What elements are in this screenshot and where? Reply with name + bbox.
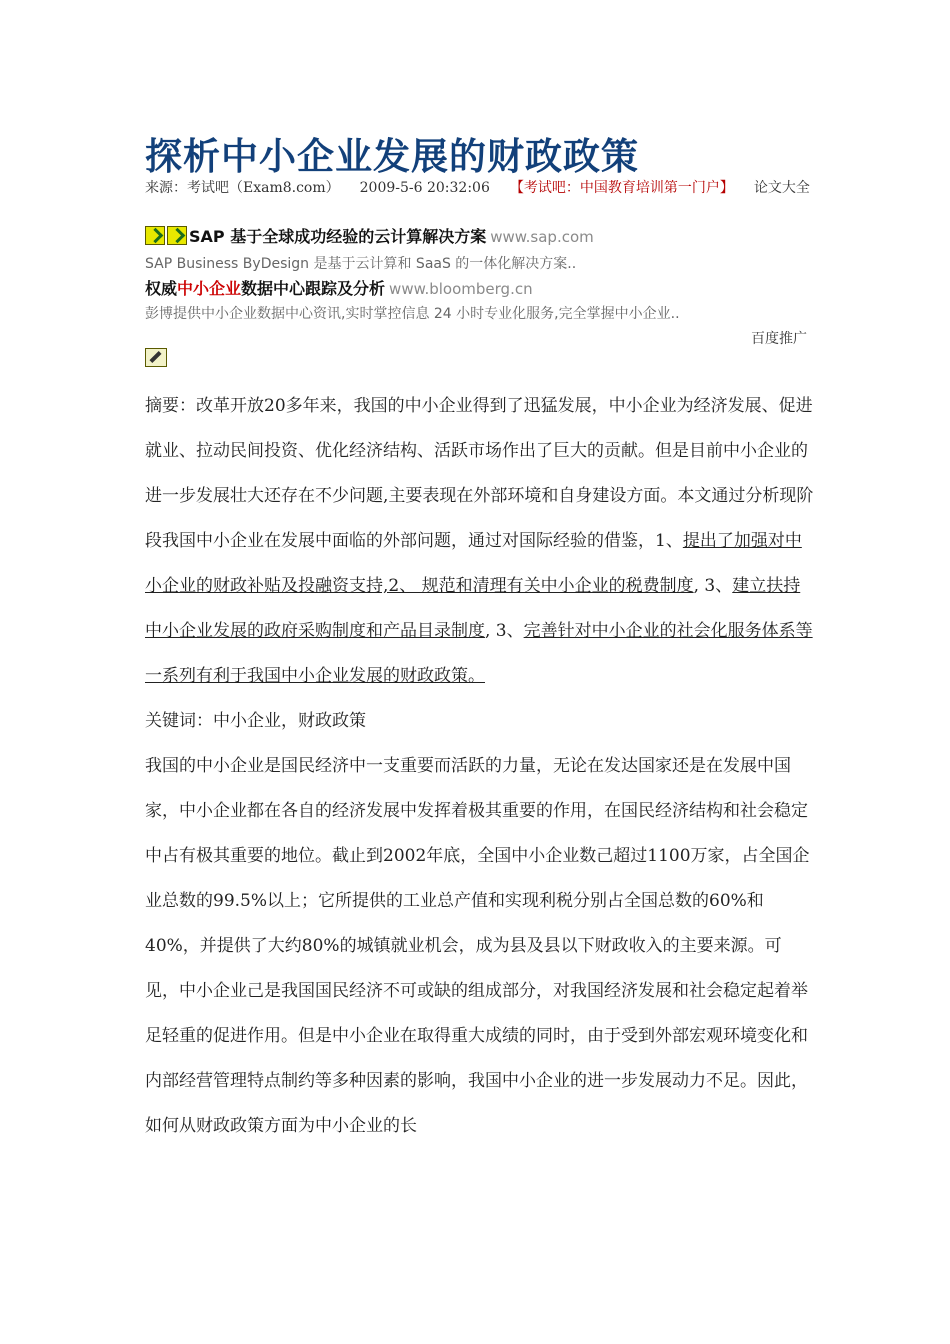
article-meta	[145, 176, 810, 201]
ad-sap-title[interactable]: SAP 基于全球成功经验的云计算解决方案	[189, 227, 487, 246]
abstract-separator-1: , 3、	[693, 576, 733, 596]
ad-bloomberg-title-suffix[interactable]: 数据中心跟踪及分析	[241, 279, 386, 298]
ad-sap[interactable]	[145, 224, 594, 247]
ad-bloomberg[interactable]	[145, 276, 533, 299]
publish-date: 2009-5-6 20:32:06	[359, 180, 490, 196]
abstract-underlined-1: 提出了加强对中小企业的财政补贴及投融资支持,2、 规范和清理有关中小企业的税费制度	[145, 531, 802, 596]
portal-link[interactable]: 【考试吧：中国教育培训第一门户】	[509, 180, 734, 196]
keywords-line: 关键词：中小企业，财政政策	[145, 711, 366, 731]
abstract-underlined-2: 建立扶持中小企业发展的政府采购制度和产品目录制度	[145, 576, 801, 641]
sponsor-label[interactable]: 百度推广	[751, 331, 807, 347]
body-paragraph: 我国的中小企业是国民经济中一支重要而活跃的力量，无论在发达国家还是在发展中国家，中小企业都在各自的经济发展中发挥着极其重要的作用，在国民经济结构和社会稳定中占有极其重要的地位。截止到2002年底，全国中小企业数己超过1100万家，占全国企业总数的99.5%以上；它所提供的工业总产值和实现利税分别占全国总数的60%和40%，并提供了大约80%的城镇就业机会，成为县及县以下财政收入的主要来源。可见，中小企业己是我国国民经济不可或缺的组成部分，对我国经济发展和社会稳定起着举足轻重的促进作用。但是中小企业在取得重大成绩的同时，由于受到外部宏观环境变化和内部经营管理特点制约等多种因素的影响，我国中小企业的进一步发展动力不足。因此，如何从财政政策方面为中小企业的长	[145, 756, 810, 1136]
ad-bullet-icon	[167, 226, 187, 245]
abstract-paragraph	[145, 384, 815, 699]
ad-sap-description: SAP Business ByDesign 是基于云计算和 SaaS 的一体化解决方案..	[145, 256, 577, 272]
abstract-text: 摘要：改革开放20多年来，我国的中小企业得到了迅猛发展，中小企业为经济发展、促进就业、拉动民间投资、优化经济结构、活跃市场作出了巨大的贡献。但是目前中小企业的进一步发展壮大还存在不少问题,主要表现在外部环境和自身建设方面。本文通过分析现阶段我国中小企业在发展中面临的外部问题，通过对国际经验的借鉴，1、	[145, 396, 814, 551]
abstract-separator-2: , 3、	[485, 621, 524, 641]
edit-icon[interactable]	[145, 348, 167, 367]
article-body	[145, 384, 815, 1149]
ad-sap-url[interactable]: www.sap.com	[490, 228, 594, 246]
category-label[interactable]: 论文大全	[753, 180, 810, 196]
source-label: 来源：考试吧（Exam8.com）	[145, 180, 340, 196]
article-title: 探析中小企业发展的财政政策	[145, 135, 639, 178]
ad-bloomberg-description: 彭博提供中小企业数据中心资讯,实时掌控信息 24 小时专业化服务,完全掌握中小企业..	[145, 306, 680, 322]
abstract-underlined-3: 完善针对中小企业的社会化服务体系等一系列有利于我国中小企业发展的财政政策。	[145, 621, 813, 686]
ad-bloomberg-title-prefix[interactable]: 权威	[145, 279, 178, 298]
ad-bloomberg-url[interactable]: www.bloomberg.cn	[389, 280, 533, 298]
ad-bloomberg-title-keyword[interactable]: 中小企业	[177, 279, 242, 298]
ad-bullet-icon	[145, 226, 165, 245]
